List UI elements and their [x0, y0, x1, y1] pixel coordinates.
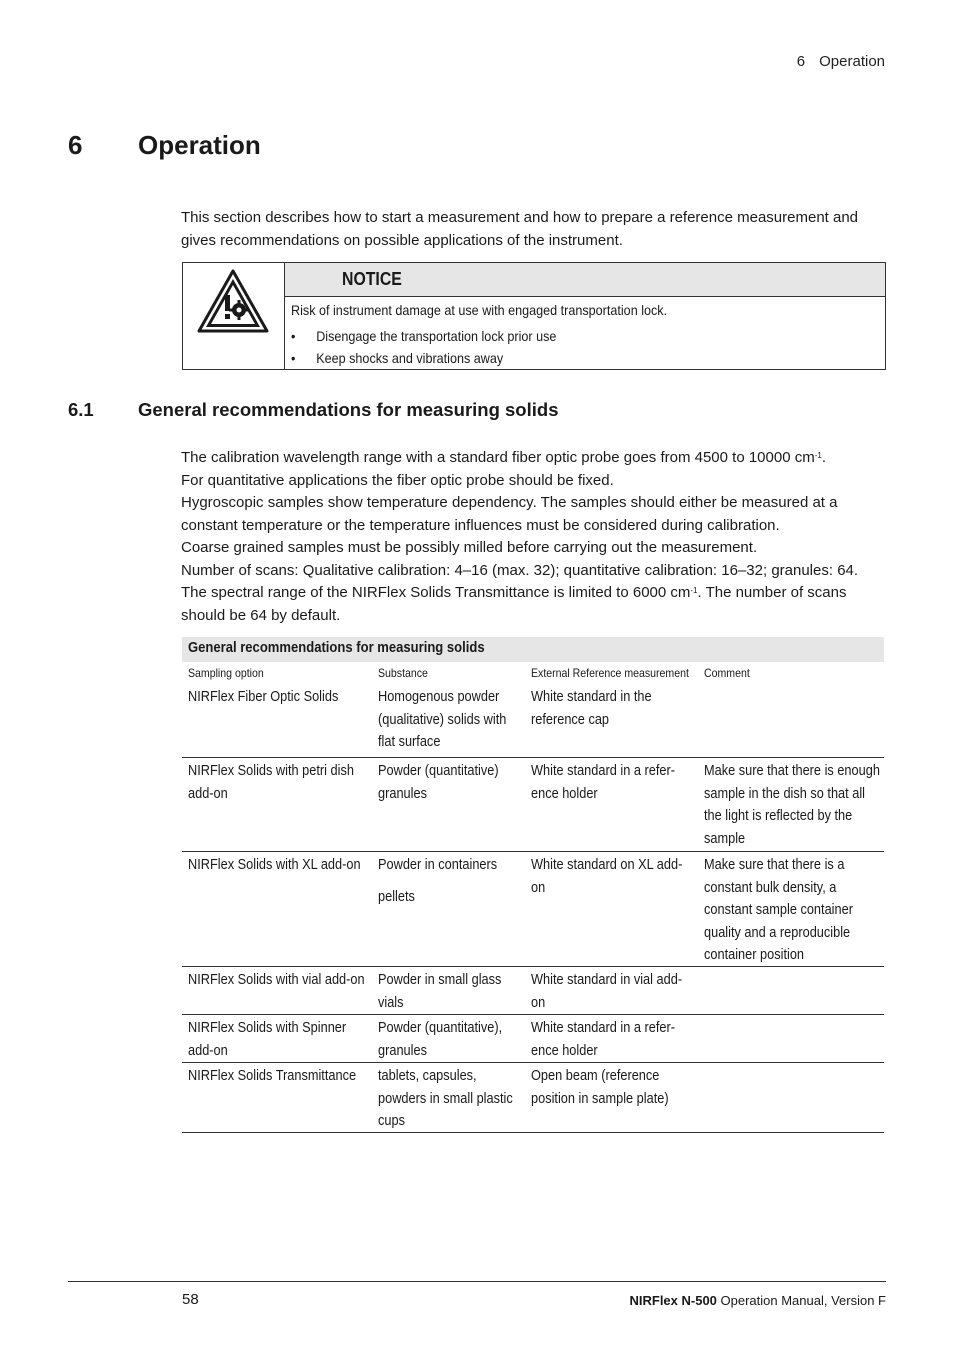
chapter-number: 6	[68, 130, 83, 160]
body-line: For quantitative applications the fiber optic probe should be fixed.	[181, 471, 614, 489]
notice-title: NOTICE	[342, 269, 402, 289]
table-row	[182, 1015, 884, 1063]
notice-body	[291, 299, 879, 369]
notice-bullet-text: Disengage the transportation lock prior use	[316, 328, 557, 344]
notice-title-bar	[285, 263, 885, 297]
chapter-heading	[68, 130, 261, 161]
footer-rule	[68, 1281, 886, 1282]
table-row	[182, 758, 884, 852]
table-cell: White standard in vial add-on	[531, 972, 683, 1011]
notice-icon-cell	[183, 263, 285, 369]
table-cell: NIRFlex Fiber Optic Solids	[188, 689, 339, 705]
table-cell: White standard in a refer-ence holder	[531, 1020, 675, 1059]
notice-text: Risk of instrument damage at use with engaged transportation lock.	[291, 302, 668, 318]
table-cell	[378, 854, 521, 908]
section-heading	[68, 399, 558, 421]
table-row	[182, 684, 884, 758]
notice-bullet: • Disengage the transportation lock prior use	[291, 328, 557, 344]
table-cell: NIRFlex Solids with vial add-on	[188, 972, 365, 988]
page-number: 58	[182, 1291, 199, 1308]
superscript: -1	[690, 586, 698, 595]
table-row	[182, 852, 884, 967]
table-cell-line: pellets	[378, 888, 415, 905]
table-cell: Make sure that there is a constant bulk density, a constant sample container quality and a reproducible container position	[704, 857, 853, 963]
table-cell: Powder in small glass vials	[378, 972, 502, 1011]
body-line	[181, 447, 886, 470]
table-cell-line: Powder in containers	[378, 857, 498, 873]
table-caption	[182, 637, 884, 662]
table-cell: White standard in a refer-ence holder	[531, 763, 675, 802]
body-line-text: . The number of scans should be 64 by default.	[181, 584, 847, 624]
table-cell: Open beam (reference position in sample plate)	[531, 1068, 669, 1107]
column-header: Comment	[704, 666, 750, 680]
body-line-text: Number of scans: Qualitative calibration: 4–16 (max. 32); quantitative calibration: 16–32; granules: 64. The spectral range of the NIRFlex Solids Transmittance is limited to 6000 cm	[181, 561, 859, 601]
table-cell: Powder (quantitative) granules	[378, 763, 499, 802]
section-number: 6.1	[68, 399, 94, 420]
recommendations-table	[182, 637, 884, 1133]
body-line-text: The calibration wavelength range with a standard fiber optic probe goes from 4500 to 10000 cm	[181, 449, 815, 466]
footer-title	[629, 1293, 886, 1308]
body-text	[181, 447, 886, 627]
running-header	[797, 53, 885, 70]
notice-bullet: • Keep shocks and vibrations away	[291, 350, 504, 366]
table-row	[182, 967, 884, 1015]
table-cell: White standard in the reference cap	[531, 689, 652, 728]
table-cell: Make sure that there is enough sample in the dish so that all the light is reflected by the sample	[704, 763, 880, 847]
superscript: -1	[814, 451, 822, 460]
body-line	[181, 560, 886, 628]
intro-paragraph: This section describes how to start a measurement and how to prepare a reference measurement and gives recommendations on possible applications of the instrument.	[181, 209, 859, 249]
body-line: Coarse grained samples must be possibly milled before carrying out the measurement.	[181, 539, 758, 556]
table-cell: tablets, capsules, powders in small plastic cups	[378, 1068, 513, 1129]
footer-manual: Operation Manual, Version F	[716, 1293, 886, 1308]
table-cell: NIRFlex Solids Transmittance	[188, 1068, 357, 1084]
section-title: General recommendations for measuring solids	[138, 399, 559, 420]
table-cell: Powder (quantitative), granules	[378, 1020, 503, 1059]
running-header-number: 6	[796, 53, 806, 70]
footer-product: NIRFlex N-500	[629, 1293, 717, 1308]
table-cell: White standard on XL add-on	[531, 857, 683, 896]
table-header-row	[182, 662, 884, 684]
column-header: External Reference measurement	[531, 666, 689, 680]
table-cell: NIRFlex Solids with petri dish add-on	[188, 763, 354, 802]
table-cell: Homogenous powder (qualitative) solids with flat surface	[378, 689, 507, 750]
notice-bullet-text: Keep shocks and vibrations away	[316, 350, 504, 366]
column-header: Sampling option	[188, 666, 264, 680]
table-row	[182, 1063, 884, 1133]
instrument-damage-warning-icon	[197, 268, 269, 334]
body-line-text: .	[821, 449, 827, 466]
column-header: Substance	[378, 666, 428, 680]
running-header-title: Operation	[819, 53, 885, 70]
body-line: Hygroscopic samples show temperature dependency. The samples should either be measured at a constant temperature or the temperature influences must be considered during calibration.	[181, 494, 838, 534]
table-cell: NIRFlex Solids with XL add-on	[188, 857, 361, 873]
notice-box	[182, 262, 886, 370]
table-caption-text: General recommendations for measuring solids	[188, 640, 485, 656]
table-cell: NIRFlex Solids with Spinner add-on	[188, 1020, 347, 1059]
chapter-title: Operation	[138, 130, 261, 160]
